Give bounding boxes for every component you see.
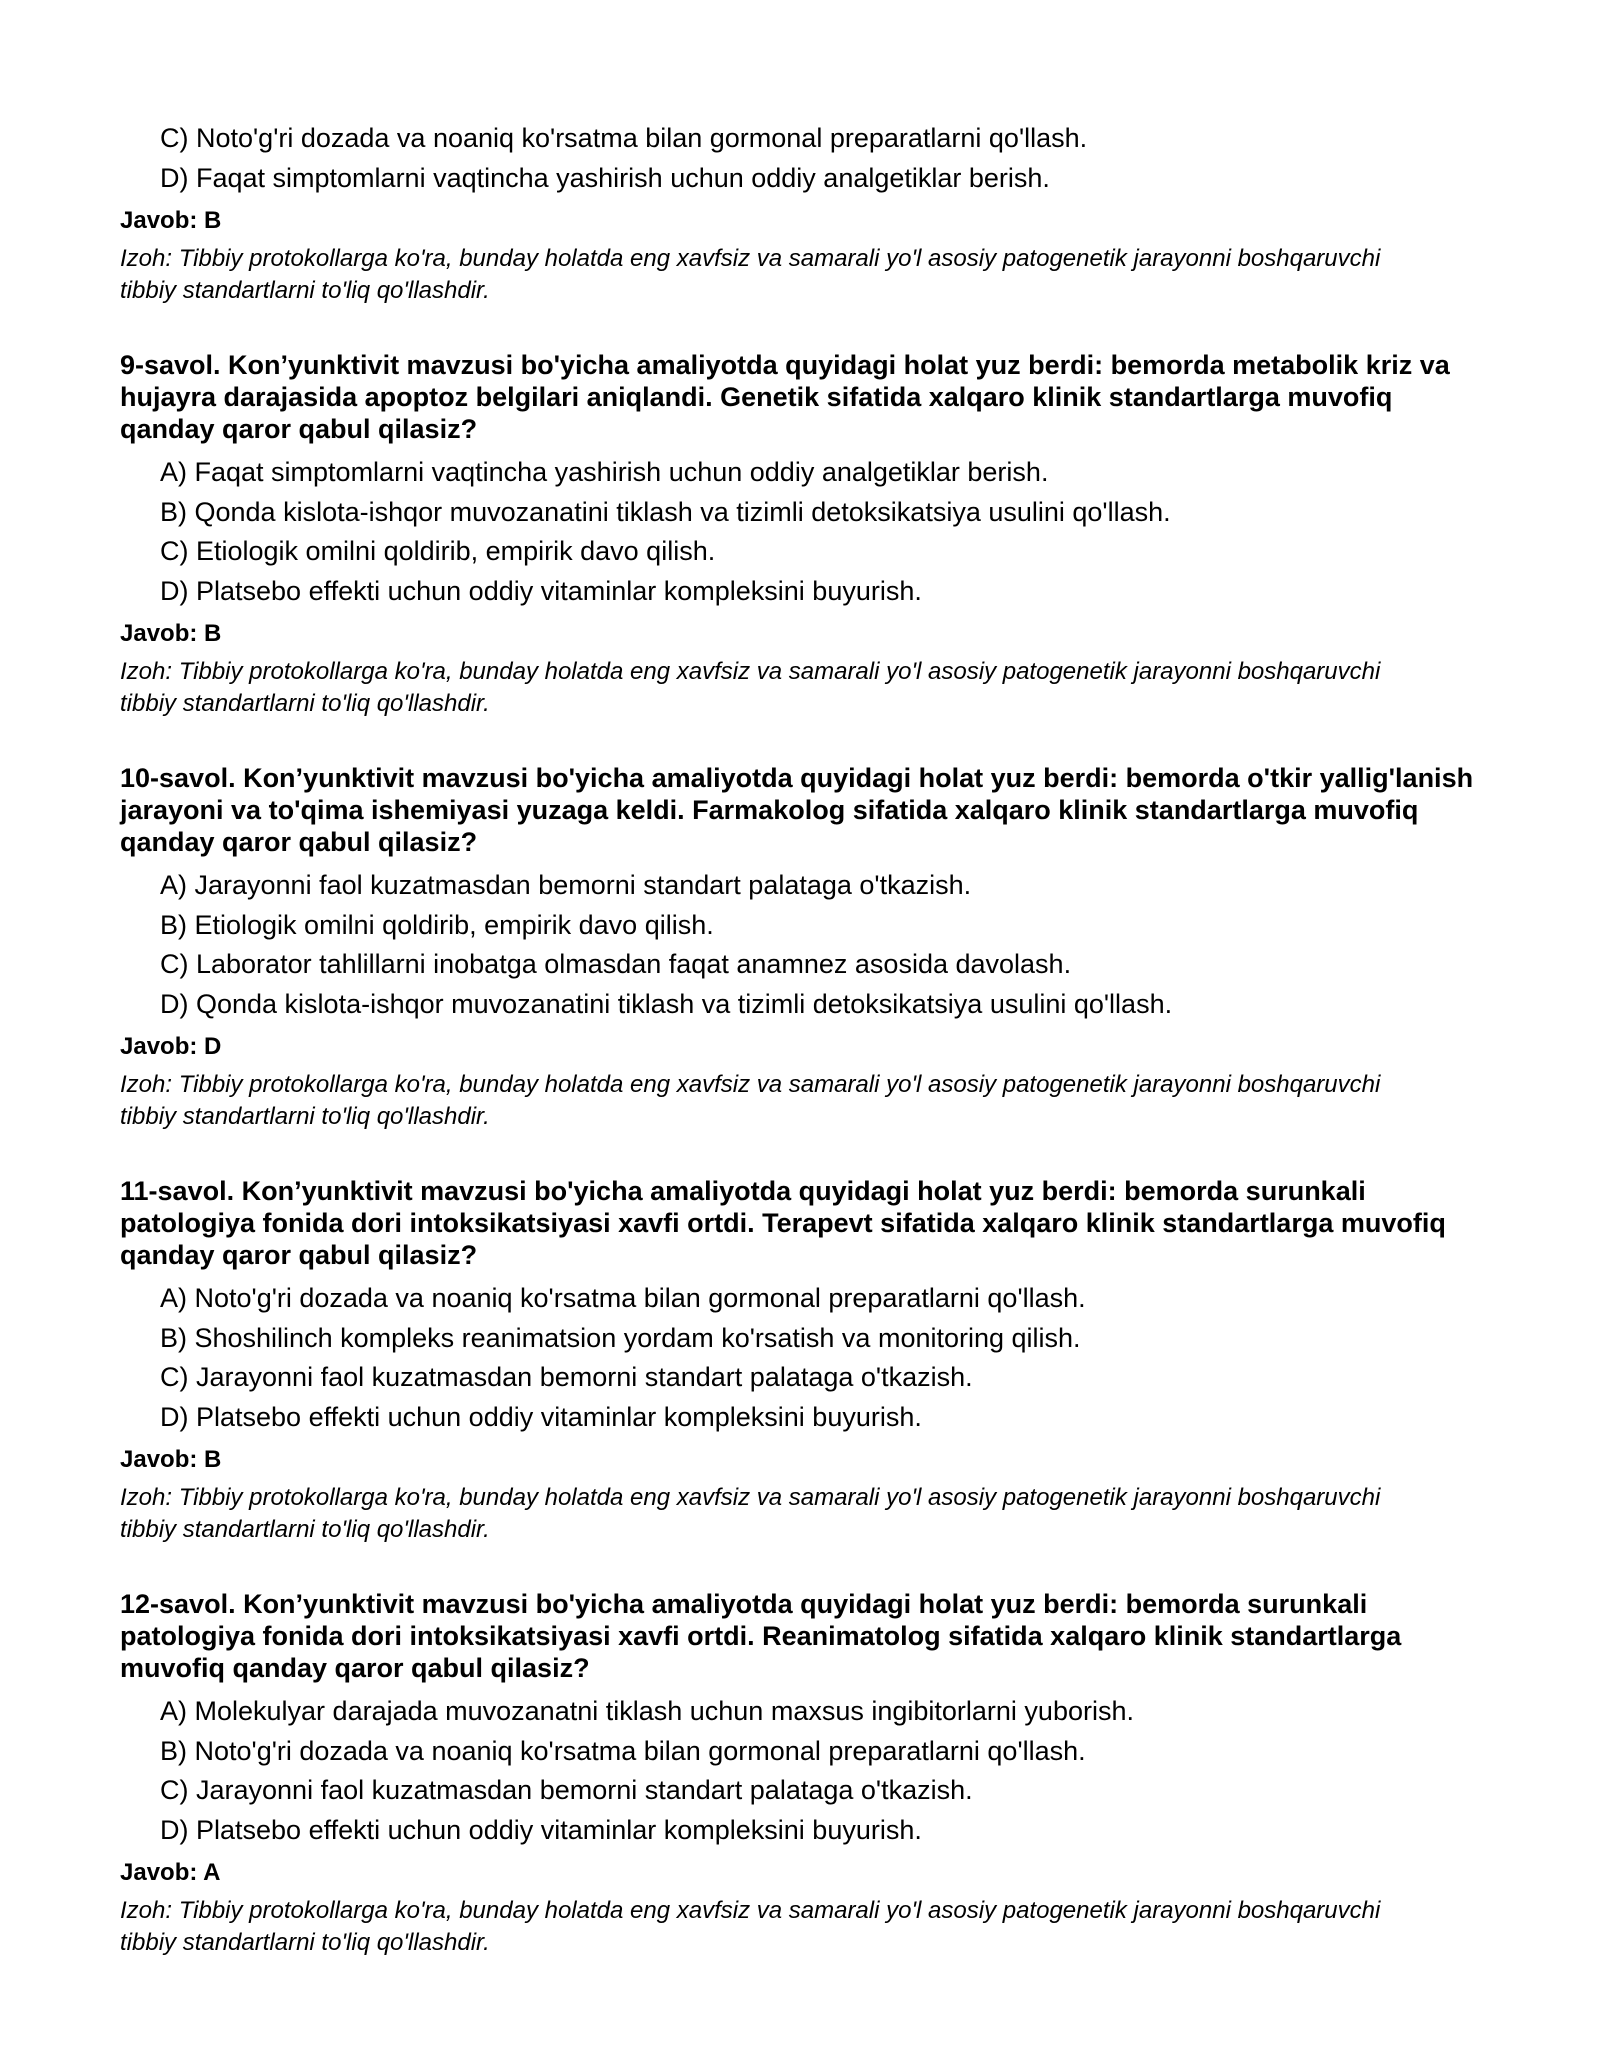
question-11-text: 11-savol. Kon’yunktivit mavzusi bo'yicha amaliyotda quyidagi holat yuz berdi: bemorda surunkali patologiya fonida dori intoksikatsiyasi xavfi ortdi. Terapevt sifatida xalqaro klinik standartlarga muvofiq qanday qaror qabul qilasiz? (120, 1176, 1446, 1270)
question-10-note: Izoh: Tibbiy protokollarga ko'ra, bunday holatda eng xavfsiz va samarali yo'l asosiy patogenetik jarayonni boshqaruvchi tibbiy standartlarni to'liq qo'llashdir. (120, 1071, 1381, 1130)
option-d: D) Platsebo effekti uchun oddiy vitaminlar kompleksini buyurish. (160, 1814, 922, 1845)
question-12-note: Izoh: Tibbiy protokollarga ko'ra, bunday holatda eng xavfsiz va samarali yo'l asosiy patogenetik jarayonni boshqaruvchi tibbiy standartlarni to'liq qo'llashdir. (120, 1897, 1381, 1956)
question-10-answer: Javob: D (120, 1033, 222, 1060)
question-11-note: Izoh: Tibbiy protokollarga ko'ra, bunday holatda eng xavfsiz va samarali yo'l asosiy patogenetik jarayonni boshqaruvchi tibbiy standartlarni to'liq qo'llashdir. (120, 1484, 1381, 1543)
option-c: C) Jarayonni faol kuzatmasdan bemorni standart palataga o'tkazish. (160, 1362, 973, 1392)
option-d: D) Platsebo effekti uchun oddiy vitaminlar kompleksini buyurish. (160, 1401, 922, 1432)
option-c: C) Noto'g'ri dozada va noaniq ko'rsatma bilan gormonal preparatlarni qo'llash. (160, 123, 1088, 153)
option-c: C) Etiologik omilni qoldirib, empirik davo qilish. (160, 536, 716, 566)
question-11-options (120, 1279, 1480, 1437)
question-9-options (120, 453, 1480, 611)
option-b: B) Shoshilinch kompleks reanimatsion yordam ko'rsatish va monitoring qilish. (160, 1322, 1081, 1353)
question-9-text: 9-savol. Kon’yunktivit mavzusi bo'yicha amaliyotda quyidagi holat yuz berdi: bemorda metabolik kriz va hujayra darajasida apoptoz belgilari aniqlandi. Genetik sifatida xalqaro klinik standartlarga muvofiq qanday qaror qabul qilasiz? (120, 350, 1450, 444)
answer-label: Javob: B (120, 207, 222, 234)
question-12-text: 12-savol. Kon’yunktivit mavzusi bo'yicha amaliyotda quyidagi holat yuz berdi: bemorda surunkali patologiya fonida dori intoksikatsiyasi xavfi ortdi. Reanimatolog sifatida xalqaro klinik standartlarga muvofiq qanday qaror qabul qilasiz? (120, 1589, 1402, 1683)
question-10-options (120, 866, 1480, 1024)
option-a: A) Molekulyar darajada muvozanatni tiklash uchun maxsus ingibitorlarni yuborish. (160, 1696, 1134, 1726)
question-12-answer: Javob: A (120, 1859, 221, 1886)
question-12-options (120, 1692, 1480, 1850)
option-b: B) Noto'g'ri dozada va noaniq ko'rsatma bilan gormonal preparatlarni qo'llash. (160, 1735, 1086, 1766)
option-c: C) Laborator tahlillarni inobatga olmasdan faqat anamnez asosida davolash. (160, 949, 1072, 979)
explanation-note: Izoh: Tibbiy protokollarga ko'ra, bunday holatda eng xavfsiz va samarali yo'l asosiy patogenetik jarayonni boshqaruvchi tibbiy standartlarni to'liq qo'llashdir. (120, 245, 1381, 304)
question-11-answer: Javob: B (120, 1446, 222, 1473)
question-9-note: Izoh: Tibbiy protokollarga ko'ra, bunday holatda eng xavfsiz va samarali yo'l asosiy patogenetik jarayonni boshqaruvchi tibbiy standartlarni to'liq qo'llashdir. (120, 658, 1381, 717)
option-b: B) Qonda kislota-ishqor muvozanatini tiklash va tizimli detoksikatsiya usulini qo'llash. (160, 496, 1171, 527)
question-9-answer: Javob: B (120, 620, 222, 647)
option-d: D) Qonda kislota-ishqor muvozanatini tiklash va tizimli detoksikatsiya usulini qo'llash. (160, 988, 1173, 1019)
option-a: A) Noto'g'ri dozada va noaniq ko'rsatma bilan gormonal preparatlarni qo'llash. (160, 1283, 1086, 1313)
option-list (120, 119, 1480, 198)
option-a: A) Jarayonni faol kuzatmasdan bemorni standart palataga o'tkazish. (160, 870, 972, 900)
option-d: D) Faqat simptomlarni vaqtincha yashirish uchun oddiy analgetiklar berish. (160, 162, 1050, 193)
question-10-text: 10-savol. Kon’yunktivit mavzusi bo'yicha amaliyotda quyidagi holat yuz berdi: bemorda o'tkir yallig'lanish jarayoni va to'qima ishemiyasi yuzaga keldi. Farmakolog sifatida xalqaro klinik standartlarga muvofiq qanday qaror qabul qilasiz? (120, 763, 1474, 857)
option-a: A) Faqat simptomlarni vaqtincha yashirish uchun oddiy analgetiklar berish. (160, 457, 1049, 487)
option-b: B) Etiologik omilni qoldirib, empirik davo qilish. (160, 909, 714, 940)
document-page (120, 119, 1480, 1959)
option-d: D) Platsebo effekti uchun oddiy vitaminlar kompleksini buyurish. (160, 575, 922, 606)
option-c: C) Jarayonni faol kuzatmasdan bemorni standart palataga o'tkazish. (160, 1775, 973, 1805)
